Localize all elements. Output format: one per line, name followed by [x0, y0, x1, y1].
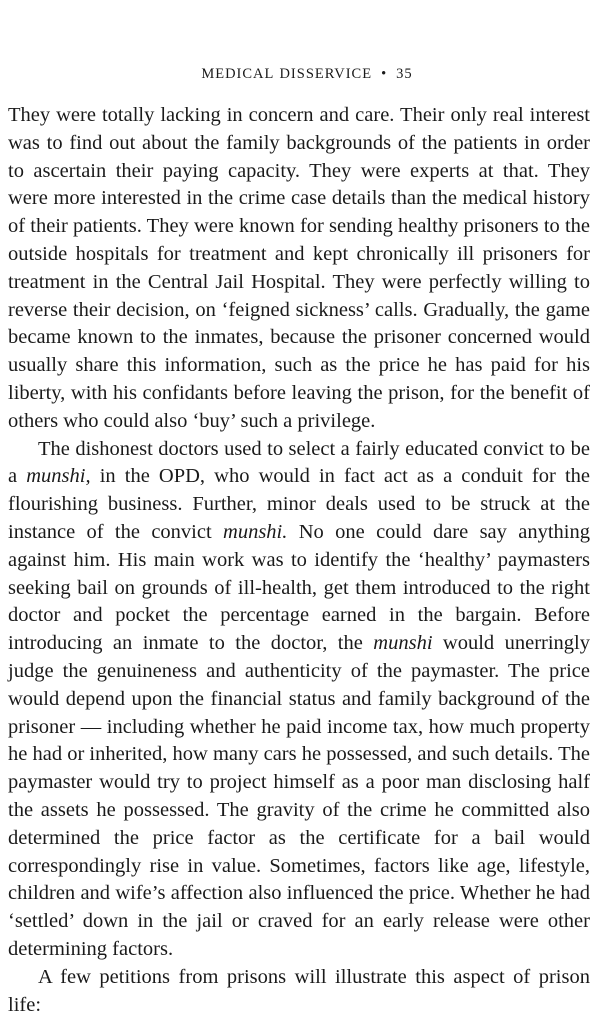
munshi-term: munshi, — [26, 465, 91, 488]
header-separator: • — [381, 66, 388, 82]
body-text — [8, 102, 590, 1019]
paragraph-2 — [8, 436, 590, 964]
paragraph-2-part-2: in the OPD, who would in fact act as a conduit for the flourishing business. Further, minor deals used to be struck at the instance of the convict — [8, 465, 590, 543]
paragraph-2-part-1: The dishonest doctors used to select a fairly educated convict to be a — [8, 437, 590, 488]
running-header — [8, 64, 600, 84]
paragraph-2-part-3: No one could dare say anything against him. His main work was to identify the ‘healthy’ paymasters seeking bail on grounds of ill-health, get them introduced to the right doctor and pocket the percentage earned in the bargain. Before introducing an inmate to the doctor, the — [8, 520, 590, 655]
paragraph-3: A few petitions from prisons will illustrate this aspect of prison life: — [8, 965, 590, 1016]
munshi-term: munshi. — [223, 520, 288, 543]
paragraph-1: They were totally lacking in concern and care. Their only real interest was to find out about the family backgrounds of the patients in order to ascertain their paying capacity. They were experts at that. They were more interested in the crime case details than the medical history of their patients. They were known for sending healthy prisoners to the outside hospitals for treatment and kept chronically ill prisoners for treatment in the Central Jail Hospital. They were perfectly willing to reverse their decision, on ‘feigned sickness’ calls. Gradually, the game became known to the inmates, because the prisoner concerned would usually share this information, such as the price he has paid for his liberty, with his confidants before leaving the prison, for the benefit of others who could also ‘buy’ such a privilege. — [8, 104, 590, 432]
chapter-title: MEDICAL DISSERVICE — [201, 66, 373, 82]
paragraph-2-part-4: would unerringly judge the genuineness and authenticity of the paymaster. The price would depend upon the financial status and family background of the prisoner — including whether he paid income tax, how much property he had or inherited, how many cars he possessed, and such details. The paymaster would try to project himself as a poor man disclosing half the assets he possessed. The gravity of the crime he committed also determined the price factor as the certificate for a bail would correspondingly rise in value. Sometimes, factors like age, lifestyle, children and wife’s affection also influenced the price. Whether he had ‘settled’ down in the jail or craved for an early release were other determining factors. — [8, 632, 591, 960]
munshi-term: munshi — [373, 632, 433, 655]
page-number: 35 — [396, 66, 413, 82]
